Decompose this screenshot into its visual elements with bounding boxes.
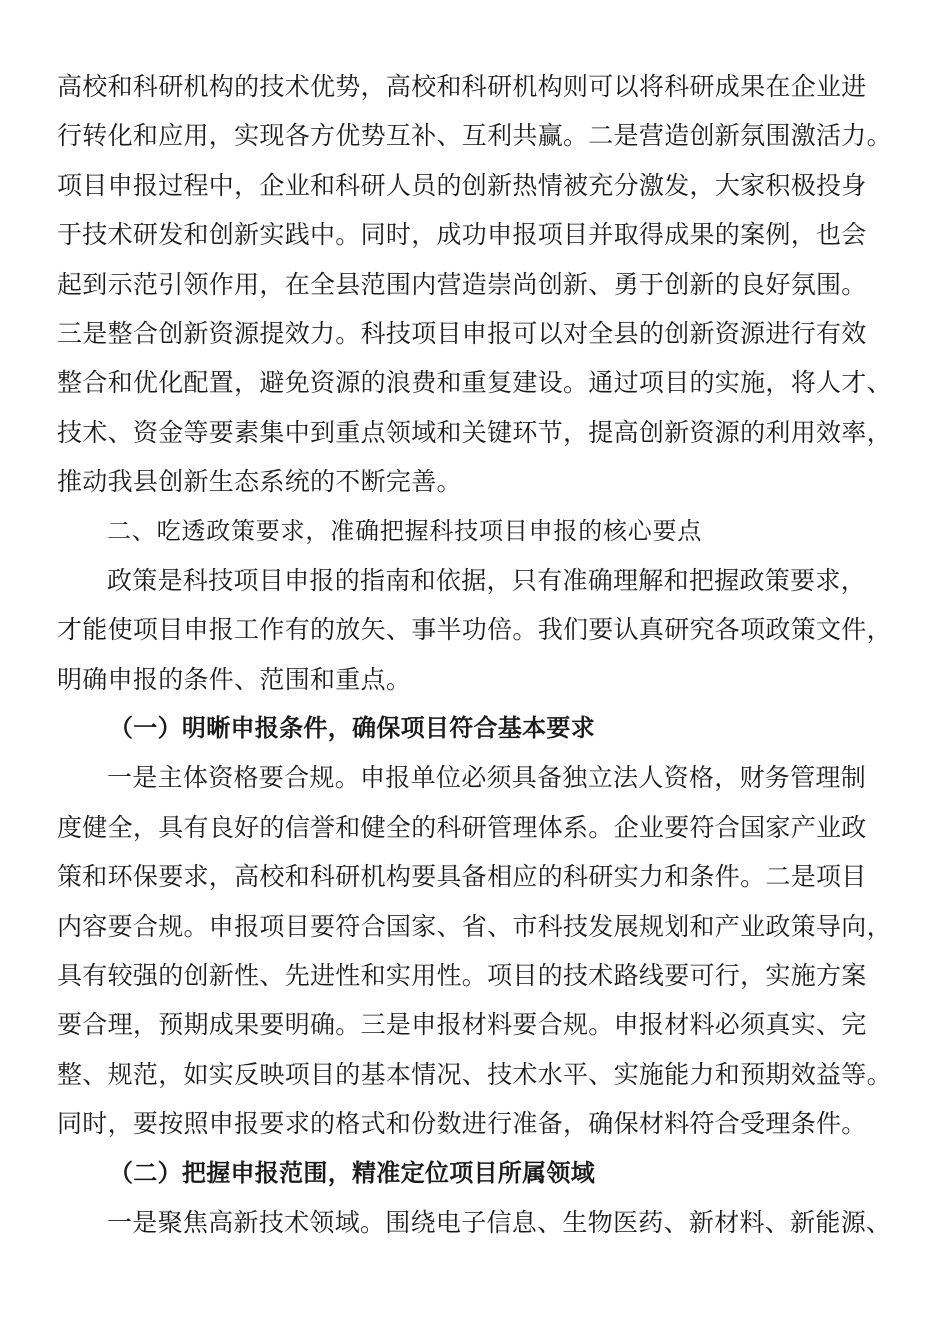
document-page xyxy=(57,62,895,1247)
text-line: 于技术研发和创新实践中。同时，成功申报项目并取得成果的案例，也会 xyxy=(57,220,867,250)
text-line: 一是聚焦高新技术领域。围绕电子信息、生物医药、新材料、新能源、 xyxy=(107,1207,892,1237)
text-line: 才能使项目申报工作有的放矢、事半功倍。我们要认真研究各项政策文件， xyxy=(57,615,892,645)
text-line: 整、规范，如实反映项目的基本情况、技术水平、实施能力和预期效益等。 xyxy=(57,1059,892,1089)
sub-heading: （二）把握申报范围，精准定位项目所属领域 xyxy=(109,1158,595,1187)
text-line: 政策是科技项目申报的指南和依据，只有准确理解和把握政策要求， xyxy=(107,565,867,595)
text-line: 三是整合创新资源提效力。科技项目申报可以对全县的创新资源进行有效 xyxy=(57,318,867,348)
text-line: 明确申报的条件、范围和重点。 xyxy=(57,664,412,694)
text-line: 起到示范引领作用，在全县范围内营造崇尚创新、勇于创新的良好氛围。 xyxy=(57,269,867,299)
text-line: 整合和优化配置，避免资源的浪费和重复建设。通过项目的实施，将人才、 xyxy=(57,368,892,398)
text-line: 行转化和应用，实现各方优势互补、互利共赢。二是营造创新氛围激活力。 xyxy=(57,121,892,151)
sub-heading: （一）明晰申报条件，确保项目符合基本要求 xyxy=(109,714,595,743)
text-line: 一是主体资格要合规。申报单位必须具备独立法人资格，财务管理制 xyxy=(107,763,867,793)
text-line: 高校和科研机构的技术优势，高校和科研机构则可以将科研成果在企业进 xyxy=(57,72,867,101)
text-line: 策和环保要求，高校和科研机构要具备相应的科研实力和条件。二是项目 xyxy=(57,862,867,892)
section-heading: 二、吃透政策要求，准确把握科技项目申报的核心要点 xyxy=(107,516,703,545)
text-line: 推动我县创新生态系统的不断完善。 xyxy=(57,467,462,497)
text-line: 项目申报过程中，企业和科研人员的创新热情被充分激发，大家积极投身 xyxy=(57,170,867,200)
text-line: 度健全，具有良好的信誉和健全的科研管理体系。企业要符合国家产业政 xyxy=(57,812,867,842)
text-line: 同时，要按照申报要求的格式和份数进行准备，确保材料符合受理条件。 xyxy=(57,1109,867,1139)
text-line: 技术、资金等要素集中到重点领域和关键环节，提高创新资源的利用效率， xyxy=(57,417,892,447)
text-line: 内容要合规。申报项目要符合国家、省、市科技发展规划和产业政策导向， xyxy=(57,911,892,941)
text-line: 要合理，预期成果要明确。三是申报材料要合规。申报材料必须真实、完 xyxy=(57,1010,867,1040)
text-line: 具有较强的创新性、先进性和实用性。项目的技术路线要可行，实施方案 xyxy=(57,961,867,991)
